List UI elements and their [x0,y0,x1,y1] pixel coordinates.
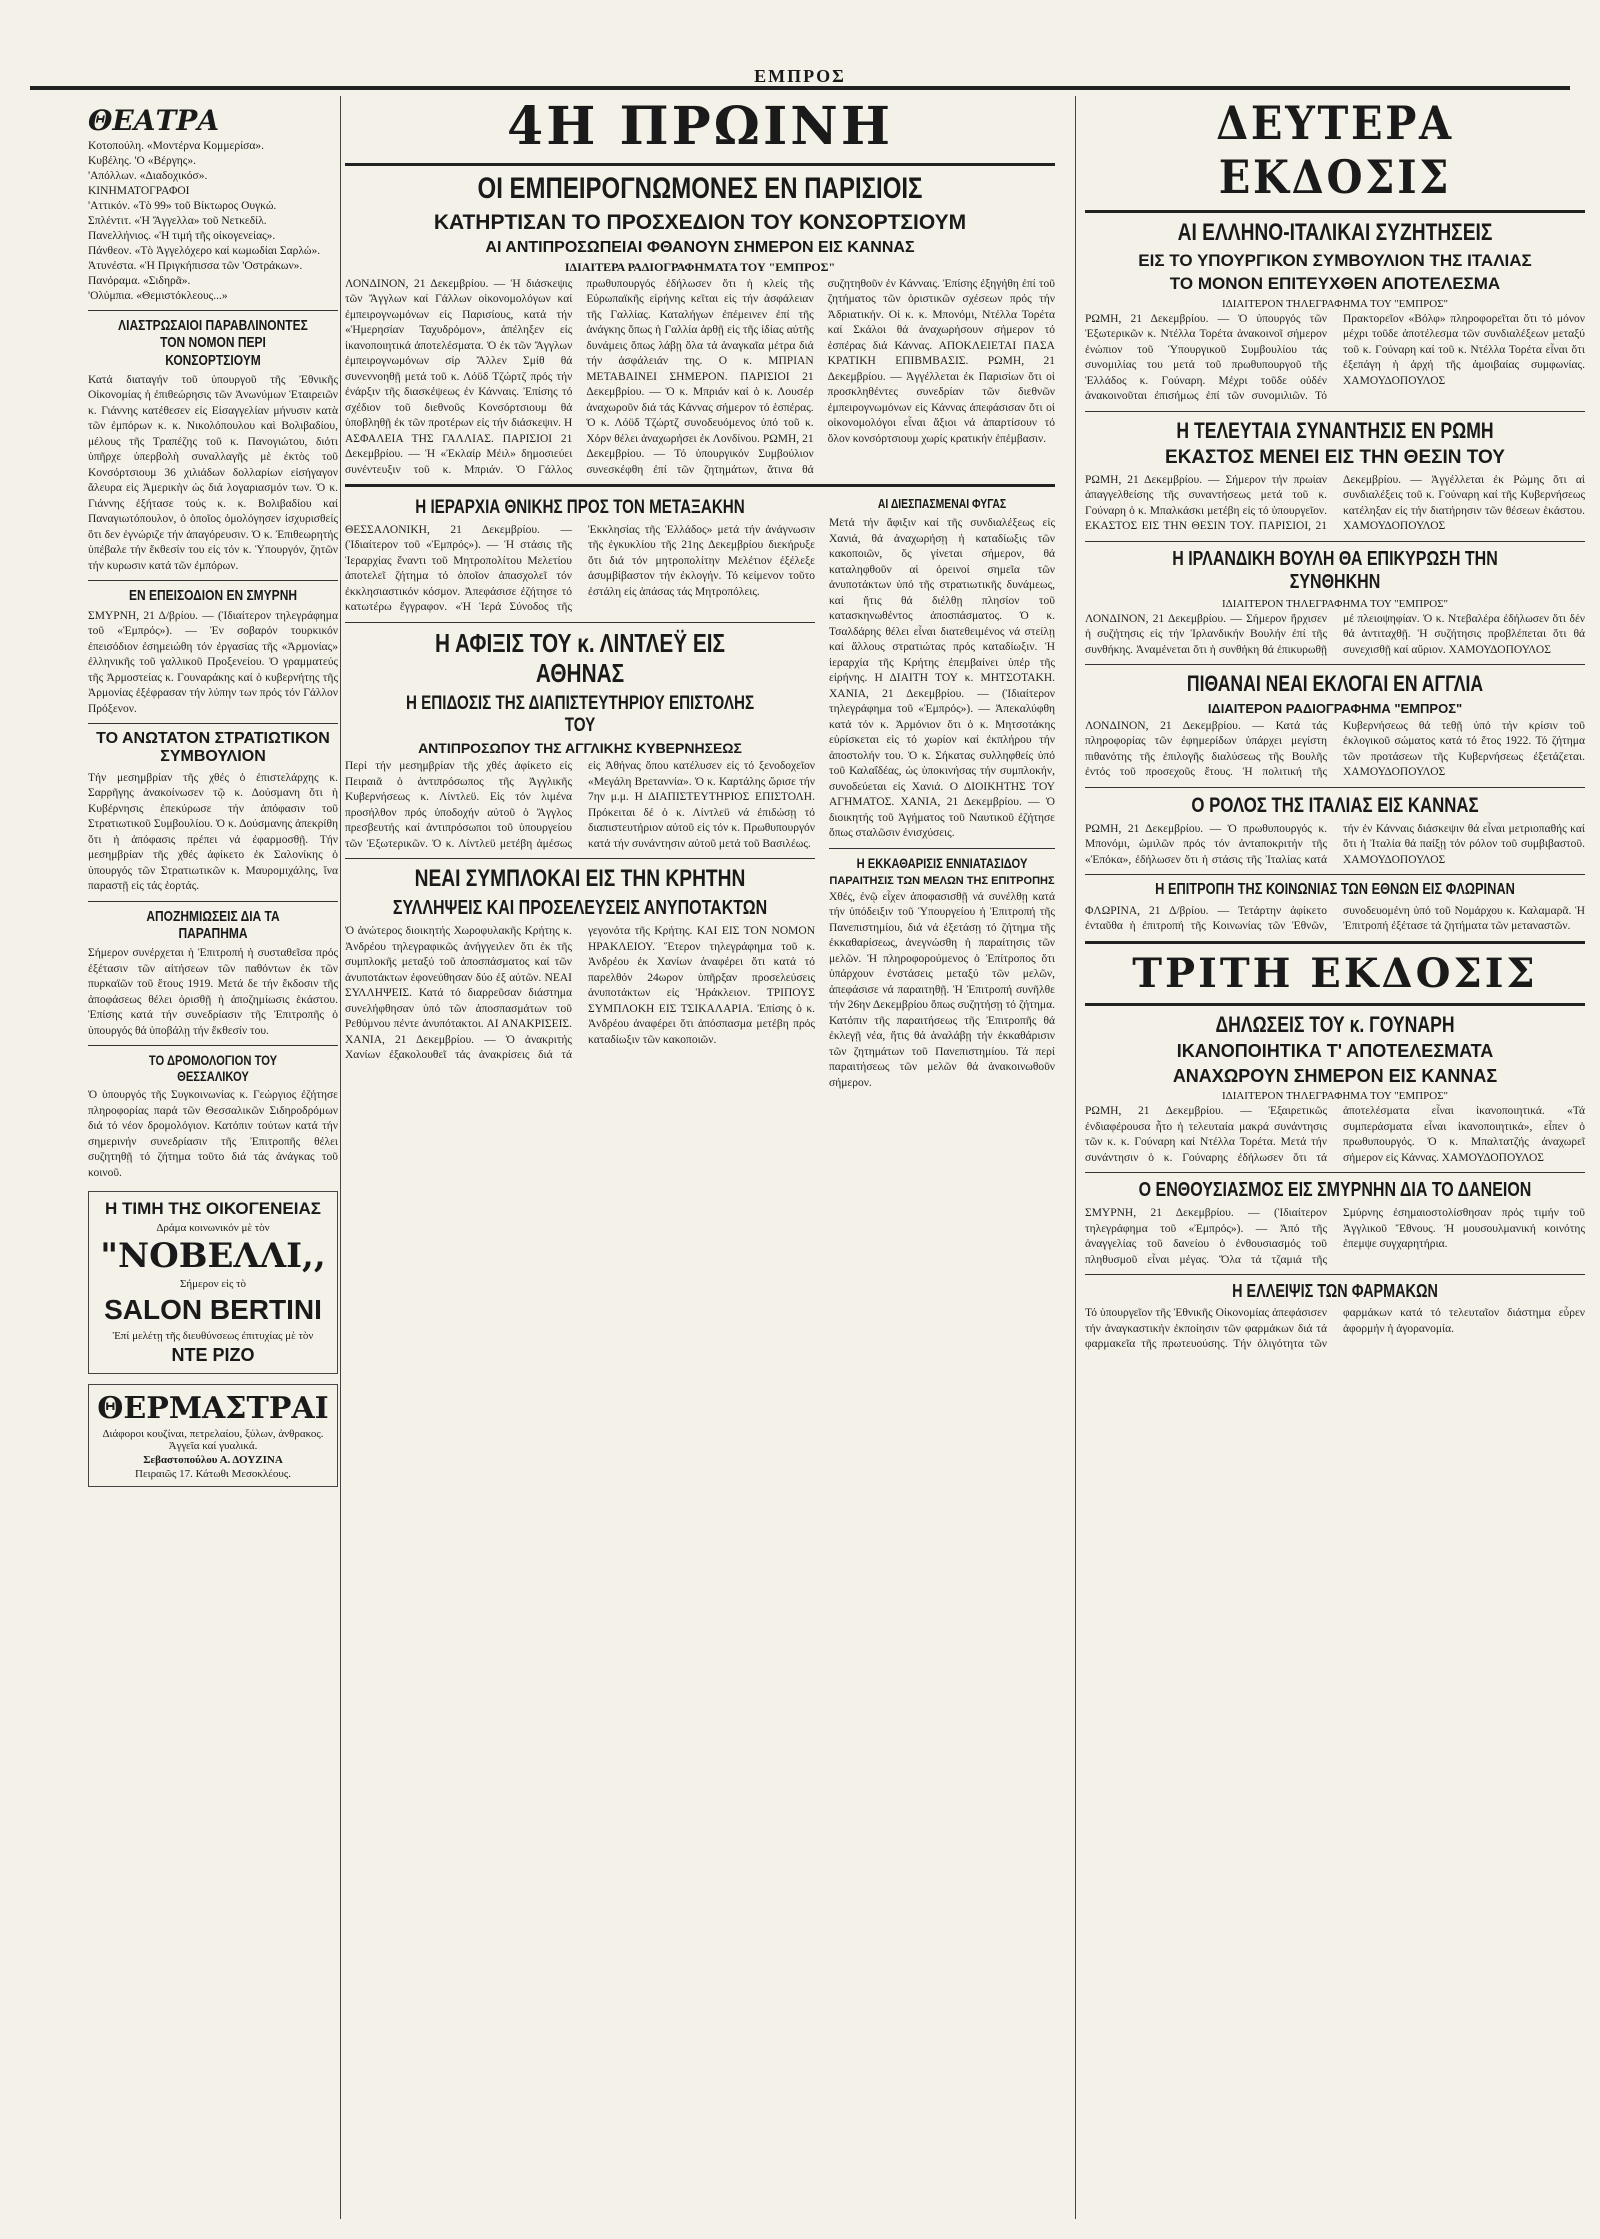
column-rule-1 [340,96,341,2219]
divider [1085,941,1585,944]
article-credit: ΙΔΙΑΙΤΕΡΟΝ ΤΗΛΕΓΡΑΦΗΜΑ ΤΟΥ "ΕΜΠΡΟΣ" [1221,597,1449,610]
article-body: Ὁ ἀνώτερος διοικητής Χωροφυλακῆς Κρήτης κ. Ἀνδρέου τηλεγραφικῶς ἀνήγγειλεν ὅτι ἐκ τῆς συμπλοκῆς μεταξύ τοῦ ἀποσπάσματος καί τῶν ἀνυποτάκτων ἐφονεύθησαν δύο ἐξ αὐτῶν. ΝΕΑΙ ΣΥΛΛΗΨΕΙΣ. Κατά τό διαρρεῦσαν διάστημα συνελήφθησαν ὑπό τῶν ἀποσπασμάτων τοῦ Ρεθύμνου πέντε ἀνυπότακτοι. ΑΙ ΑΝΑΚΡΙΣΕΙΣ. ΧΑΝΙΑ, 21 Δεκεμβρίου. — Ὁ ἀνακριτής Χανίων ἐξακολουθεῖ τάς ἀνακρίσεις διά τά γεγονότα τῆς Κρήτης. ΚΑΙ ΕΙΣ ΤΟΝ ΝΟΜΟΝ ΗΡΑΚΛΕΙΟΥ. Ἕτερον τηλεγράφημα τοῦ κ. Ἀνδρέου ἐκ Χανίων ἀναφέρει ὅτι κατά τό παρελθόν 24ωρον ὑπῆρξαν προσελεύσεις ἀνυποτάκτων εἰς Ἡράκλειον. ΤΡΙΠΟΥΣ ΣΥΜΠΛΟΚΗ ΕΙΣ ΤΣΙΚΑΛΑΡΙΑ. Ἐπίσης ὁ κ. Ἀνδρέου ἀναφέρει ὅτι ἀπόσπασμα μετέβη πρός καταδίωξιν τῶν κακοποιῶν. [345,925,815,1062]
divider [1085,1172,1585,1173]
article-headline: Η ΤΕΛΕΥΤΑΙΑ ΣΥΝΑΝΤΗΣΙΣ ΕΝ ΡΩΜΗ [1176,417,1494,443]
article-subheadline: ΣΥΛΛΗΨΕΙΣ ΚΑΙ ΠΡΟΣΕΛΕΥΣΕΙΣ ΑΝΥΠΟΤΑΚΤΩΝ [392,897,768,920]
article [345,497,815,616]
article-headline: Η ΙΕΡΑΡΧΙΑ ΘΝΙΚΗΣ ΠΡΟΣ ΤΟΝ ΜΕΤΑΞΑΚΗΝ [415,497,745,519]
divider [1085,541,1585,542]
article-headline: ΕΝ ΕΠΕΙΣΟΔΙΟΝ ΕΝ ΣΜΥΡΝΗ [128,587,298,605]
article-headline: ΑΠΟΖΗΜΙΩΣΕΙΣ ΔΙΑ ΤΑ ΠΑΡΑΠΗΜΑ [146,907,280,943]
divider [1085,664,1585,665]
divider [1085,1274,1585,1275]
article [88,317,338,574]
divider [1085,210,1585,213]
middle-lower-left [345,493,815,1093]
listing-item: 'Αττικόν. «Τὸ 99» τοῦ Βίκτωρος Ουγκώ. [88,200,277,212]
article-credit: ΙΔΙΑΙΤΕΡΟΝ ΤΗΛΕΓΡΑΦΗΜΑ ΤΟΥ "ΕΜΠΡΟΣ" [1221,297,1449,310]
article-body: ΣΜΥΡΝΗ, 21 Δεκεμβρίου. — (Ἰδιαίτερον τηλεγράφημα τοῦ «Ἐμπρός»). — Ἀπό τῆς ἀναγγελίας τοῦ δανείου ὁ ἐνθουσιασμός τοῦ πληθυσμοῦ εἶναι μέγας. Ὅλα τά τζαμιά τῆς Σμύρνης ἐσημαιοστολίσθησαν πρός τιμήν τοῦ Ἀγγλικοῦ Ἔθνους. Ἡ μουσουλμανική κοινότης ἐπεμψε συγχαρητήρια. [1085,1207,1585,1266]
article [88,1052,338,1181]
edition-banner: 4Η ΠΡΩΙΝΗ [507,96,893,157]
listing-item: 'Απόλλων. «Διαδοχικόσ». [88,170,208,182]
lead-credit: ΙΔΙΑΙΤΕΡΑ ΡΑΔΙΟΓΡΑΦΗΜΑΤΑ ΤΟΥ "ΕΜΠΡΟΣ" [564,259,836,274]
article-headline: ΑΙ ΔΙΕΣΠΑΣΜΕΝΑΙ ΦΥΓΑΣ [877,496,1007,512]
article-headline: ΤΟ ΔΡΟΜΟΛΟΓΙΟΝ ΤΟΥ ΘΕΣΣΑΛΙΚΟΥ [148,1052,278,1085]
heater-advertisement [88,1384,338,1487]
listing-item: ΚΙΝΗΜΑΤΟΓΡΑΦΟΙ [88,185,190,197]
article-headline: Η ΕΚΚΑΘΑΡΙΣΙΣ ΕΝΝΙΑΤΑΣΙΔΟΥ [856,854,1028,871]
middle-lower-grid [345,493,1055,1093]
divider [1085,787,1585,788]
article-headline: ΛΙΑΣΤΡΩΣΑΙΟΙ ΠΑΡΑΒΛΙΝΟΝΤΕΣ ΤΟΝ ΝΟΜΟΝ ΠΕΡΙ ΚΟΝΣΟΡΤΣΙΟΥΜ [118,317,308,369]
article [1085,671,1585,780]
article-headline: Η ΕΛΛΕΙΨΙΣ ΤΩΝ ΦΑΡΜΑΚΩΝ [1232,1281,1438,1302]
article [1085,548,1585,659]
article-headline: Ο ΕΝΘΟΥΣΙΑΣΜΟΣ ΕΙΣ ΣΜΥΡΝΗΝ ΔΙΑ ΤΟ ΔΑΝΕΙΟΝ [1138,1179,1532,1202]
article-headline: Η ΙΡΛΑΝΔΙΚΗ ΒΟΥΛΗ ΘΑ ΕΠΙΚΥΡΩΣΗ ΤΗΝ ΣΥΝΘΗΚΗΝ [1172,547,1498,593]
divider [829,848,1055,849]
ad-line: Ἐπί μελέτῃ τῆς διευθύνσεως ἐπιτυχίας μὲ τὸν [112,1330,314,1343]
article-headline: ΤΟ ΑΝΩΤΑΤΟΝ ΣΤΡΑΤΙΩΤΙΚΟΝ ΣΥΜΒΟΥΛΙΟΝ [96,730,330,766]
article-subheadline: Η ΕΠΙΔΟΣΙΣ ΤΗΣ ΔΙΑΠΙΣΤΕΥΤΗΡΙΟΥ ΕΠΙΣΤΟΛΗΣ ΤΟΥ [405,692,755,736]
divider [88,723,338,724]
theatre-listings [88,139,338,304]
article-body: Τήν μεσημβρίαν τῆς χθές ὁ ἐπιστελάρχης κ. Σαρρῆγης ἀνακοίνωσεν τῷ κ. Δούσμανη ὅτι ἡ Κυβέρνησις ἐπεκύρωσε τήν ἀπόφασιν τοῦ Στρατιωτικοῦ Συμβουλίου. Ὁ κ. Δούσμανης ἀπεκρίθη ὅτι ἡ ἀπόφασις πρέπει νά ἐφαρμοσθῇ. Τήν μεσημβρίαν τῆς χθές ἀφίκετο ἐκ Σαλονίκης ὁ ὑπουργός τῶν Στρατιωτικῶν κ. Μαυρομιχάλης, ἵνα παραστῇ εἰς τάς ἑορτάς. [88,771,338,893]
ad-star-name: "ΝΟΒΕΛΛΙ,, [100,1236,326,1277]
article [345,865,815,1063]
article-body: ΣΜΥΡΝΗ, 21 Δ/βρίου. — (Ἰδιαίτερον τηλεγράφημα τοῦ «Ἐμπρός»). — Ἐν σοβαρόν τουρκικόν ἐπεισόδιον ἐσημειώθη τόν ἐργασίας τῆς «Ἀρμονίας» ἐλληνικῆς τοῦ γαλλικοῦ Προξενείου. Ὁ γραμματεύς τῆς Ἀρμοστείας κ. Γουναράκης καί ὁ κυβερνήτης τῆς Ἀρμονίας ἐξέφρασαν τήν λύπην των πρός τόν Γάλλον Πρόξενον. [88,609,338,715]
article-body: Σήμερον συνέρχεται ἡ Ἐπιτροπή ἡ συσταθεῖσα πρός ἐξέτασιν τῶν αἰτήσεων τῶν παθόντων ἐκ τῶν πυρκαϊῶν τοῦ ἔτους 1919. Μετά δε τήν ἔκδοσιν τῆς ἀποφάσεως θέλει ὁρισθῇ ἡ ἀποζημίωσις ἑκάστου. Ἐπίσης κατά τήν συνεδρίασιν τῆς Ἐπιτροπῆς ὁ ὑπουργός θά ὑποβάλῃ τήν ἔκθεσίν του. [88,947,338,1037]
listing-item: Πανόραμα. «Σιδηρᾶ». [88,275,191,287]
ad-line: Διάφοροι κουζίναι, πετρελαίου, ξύλων, ἀνθρακος. Ἀγγεῖα καί γυαλικά. [102,1428,324,1453]
third-edition-banner: ΤΡΙΤΗ ΕΚΔΟΣΙΣ [1132,949,1538,997]
divider [88,1045,338,1046]
divider [88,580,338,581]
masthead [0,66,1600,87]
theatre-heading: ΘΕΑΤΡΑ [88,104,220,137]
article-subheadline: ΠΑΡΑΙΤΗΣΙΣ ΤΩΝ ΜΕΛΩΝ ΤΗΣ ΕΠΙΤΡΟΠΗΣ [829,874,1055,887]
article [1085,418,1585,535]
article-body: ΡΩΜΗ, 21 Δεκεμβρίου. — Ἐξαιρετικῶς ἐνδιαφέρουσα ἦτο ἡ τελευταία μακρά συνάντησις τῶν κ. κ. Γούναρη καί Ντέλλα Τορέτα. Μετά τήν συνάντησιν ὁ κ. Γούναρης ἐδήλωσεν ὅτι τά ἀποτελέσματα εἶναι ἱκανοποιητικά. «Τά συμπεράσματα εἶναι ἱκανοποιητικά», εἶπεν ὁ πρωθυπουργός. Ὁ κ. Μπαλτατζής ἀναχωρεῖ σήμερον εἰς Κάννας. ΧΑΜΟΥΔΟΠΟΥΛΟΣ [1085,1105,1585,1164]
listing-item: Κοτοπούλη. «Μοντέρνα Κομμερίσα». [88,140,265,152]
listing-item: Ἀτυνέστα. «Ἡ Πριγκήπισσα τῶν 'Οστράκων». [88,260,303,272]
article [88,587,338,717]
divider [88,901,338,902]
listing-item: Πάνθεον. «Τὸ Ἀγγελόχερο καί κωμωδίαι Σαρλώ». [88,245,321,257]
middle-column [345,96,1055,2219]
listing-item: Σπλέντιτ. «Ἡ Ἄγγελλα» τοῦ Νετκεδίλ. [88,215,267,227]
divider [345,622,815,623]
lead-article [345,172,1055,478]
article-headline: Ο ΡΟΛΟΣ ΤΗΣ ΙΤΑΛΙΑΣ ΕΙΣ ΚΑΝΝΑΣ [1191,793,1479,817]
second-edition-banner: ΔΕΥΤΕΡΑ ΕΚΔΟΣΙΣ [1216,96,1454,204]
lead-headline: ΟΙ ΕΜΠΕΙΡΟΓΝΩΜΟΝΕΣ ΕΝ ΠΑΡΙΣΙΟΙΣ [477,172,923,205]
listing-item: Πανελλήνιος. «Ἡ τιμή τῆς οἰκογενείας». [88,230,276,242]
listing-item: 'Ολύμπια. «Θεμιστόκλεους...» [88,290,228,302]
divider [88,310,338,311]
article-subheadline: ΕΙΣ ΤΟ ΥΠΟΥΡΓΙΚΟΝ ΣΥΜΒΟΥΛΙΟΝ ΤΗΣ ΙΤΑΛΙΑΣ [1138,250,1532,270]
article [1085,794,1585,869]
article-body: ΡΩΜΗ, 21 Δεκεμβρίου. — Ὁ ὑπουργός τῶν Ἐξωτερικῶν κ. Ντέλλα Τορέτα ἀνακοινοῖ σήμερον ἐνώπιον τοῦ Ὑπουργικοῦ Συμβουλίου τάς συνομιλίας του μετά τοῦ πρωθυπουργοῦ τῆς Ἑλλάδος κ. Γούναρη. Μέχρι τοῦδε οὐδέν ἀνακοινοῦται ἐπισήμως ἐπί τῶν συνομιλιῶν. Τό Πρακτορεῖον «Βόλφ» πληροφορεῖται ὅτι τό μόνον μέχρι τοῦδε ἀποτέλεσμα τῶν συνδιαλέξεων μεταξύ τοῦ κ. Γούναρη καί τοῦ κ. Ντέλλα Τορέτα εἶναι ὅτι ἐξεπάγη ἡ ἀρχή τῆς ἀμοιβαίας συμφωνίας. ΧΑΜΟΥΔΟΠΟΥΛΟΣ [1085,312,1585,403]
article-body: ΡΩΜΗ, 21 Δεκεμβρίου. — Ὁ πρωθυπουργός κ. Μπονόμι, ὡμιλῶν πρός τόν ἀνταποκριτήν τῆς «Ἐπόκα», ἐδήλωσεν ὅτι ἡ στάσις τῆς Ἰταλίας κατά τήν ἐν Κάνναις διάσκεψιν θά εἶναι μετριοπαθής καί ὅτι ἡ Ἰταλία θά παίξῃ τόν ρόλον τοῦ συμβιβαστοῦ. ΧΑΜΟΥΔΟΠΟΥΛΟΣ [1085,822,1585,866]
divider [1085,411,1585,412]
article [1085,1012,1585,1167]
article-body: ΦΛΩΡΙΝΑ, 21 Δ/βρίου. — Τετάρτην ἀφίκετο ἐνταῦθα ἡ ἐπιτροπή τῆς Κοινωνίας τῶν Ἐθνῶν, συνοδευομένη ὑπό τοῦ Νομάρχου κ. Καλαμαρᾶ. Ἡ Ἐπιτροπή ἐξέτασε τά ζητήματα τῶν μεταναστῶν. [1085,904,1585,933]
left-column [88,96,338,2219]
ad-line: Δράμα κοινωνικόν μὲ τὸν [156,1222,270,1235]
article-subheadline: ΤΟ ΜΟΝΟΝ ΕΠΙΤΕΥΧΘΕΝ ΑΠΟΤΕΛΕΣΜΑ [1169,274,1501,294]
article-headline: ΔΗΛΩΣΕΙΣ ΤΟΥ κ. ΓΟΥΝΑΡΗ [1215,1011,1455,1037]
ad-line: ΝΤΕ ΡΙΖΟ [171,1345,255,1366]
article [1085,219,1585,405]
divider [1085,874,1585,875]
article [345,629,815,852]
article [1085,1281,1585,1352]
article [829,497,1055,841]
ad-line: Σήμερον εἰς τὸ [180,1278,246,1291]
article-headline: ΑΙ ΕΛΛΗΝΟ-ΙΤΑΛΙΚΑΙ ΣΥΖΗΤΗΣΕΙΣ [1177,219,1493,246]
article-credit: ΙΔΙΑΙΤΕΡΟΝ ΡΑΔΙΟΓΡΑΦΗΜΑ "ΕΜΠΡΟΣ" [1207,700,1463,716]
article-subheadline: ΑΝΤΙΠΡΟΣΩΠΟΥ ΤΗΣ ΑΓΓΛΙΚΗΣ ΚΥΒΕΡΝΗΣΕΩΣ [418,740,742,757]
right-column [1085,96,1585,2219]
divider [1085,1003,1585,1006]
listing-item: Κυβέλης. 'Ο «Βέργης». [88,155,196,167]
masthead-title: ΕΜΠΡΟΣ [740,66,860,86]
article-body: ΘΕΣΣΑΛΟΝΙΚΗ, 21 Δεκεμβρίου. — (Ἰδιαίτερον τοῦ «Ἐμπρός»). — Ἡ στάσις τῆς Ἱεραρχίας ἔναντι τοῦ Μητροπολίτου Μελετίου ἀποτελεῖ ζήτημα τό ὁποῖον ἀπασχολεῖ τόν ἐκκλησιαστικόν κόσμον. Ἀπεφάσισε ἐζήτησε τό κατωτέρω ἔγγραφον. «Ἡ Ἱερά Σύνοδος τῆς Ἐκκλησίας τῆς Ἑλλάδος» μετά τήν ἀνάγνωσιν τῆς ἐγκυκλίου τῆς 21ης Δεκεμβρίου διεκήρυξε ὅτι διά τόν μητροπολίτην Μελέτιον ἐξέλεξε ἀσυμβίβαστον τήν ἐκλογήν. Τό κείμενον τοῦτο ἐστάλη εἰς ἁπάσας τάς Μητροπόλεις. [345,523,815,614]
article [1085,1179,1585,1268]
divider [345,858,815,859]
lead-subheadline: ΚΑΤΗΡΤΙΣΑΝ ΤΟ ΠΡΟΣΧΕΔΙΟΝ ΤΟΥ ΚΟΝΣΟΡΤΣΙΟΥΜ [433,210,967,234]
article-body: Τό ὑπουργεῖον τῆς Ἐθνικῆς Οἰκονομίας ἀπεφάσισεν τήν ἀναγκαστικήν ἐκποίησιν τῶν φαρμάκων διά τά φαρμακεῖα τῆς πρωτευούσης. Τήν ὀλιγότητα τῶν φαρμάκων κατά τό τελευταῖον διάστημα εὗρεν ἀφορμήν ἡ ἀγορανομία. [1085,1307,1585,1351]
ad-line: Σεβαστοπούλου Α. ΔΟΥΖΙΝΑ [143,1454,283,1467]
article-body: Κατά διαταγήν τοῦ ὑπουργοῦ τῆς Ἐθνικῆς Οἰκονομίας ἡ ἐπιθεώρησις τῶν Ἀνωνύμων Ἑταιρειῶν κ. Γιάννης κατέθεσεν εἰς Εἰσαγγελίαν μήνυσιν κατὰ τῶν ἐμπόρων κ. κ. Νικολόπουλου καὶ Βολιβαδίου, μέλους τῆς Τραπέζης τοῦ κ. Πανογιώτου, διότι ὑπῆρχε ὑπερβολὴ συναλλαγῆς μὲ ἐκτὸς τοῦ Κονσόρτσιουμ 36 χιλιάδων δολλαρίων εἰσήγαγον ἄλευρα εἰς Ἀμερικὴν ὡς διά λογαριασμόν των. Ὁ κ. Γιάννης ἐξήτασε τούς κ. κ. Βολιβαδίου καί Παναγιωτόπουλον, ὁ ὁποῖος ὁμολόγησεν ἰσχυρισθείς ὅτι δεν ἐγνώριζε τήν ἀπαγόρευσιν. Ὁ κ. Ἐπιθεωρητής ὑπέβαλε τήν ἔκθεσίν του εἰς τόν κ. Ὑπουργόν, ζητῶν τήν κυρωσιν κατά τῶν ἐμπόρων. [88,373,338,572]
article-headline: Η ΕΠΙΤΡΟΠΗ ΤΗΣ ΚΟΙΝΩΝΙΑΣ ΤΩΝ ΕΘΝΩΝ ΕΙΣ ΦΛΩΡΙΝΑΝ [1155,881,1515,899]
article-subheadline: ΑΝΑΧΩΡΟΥΝ ΣΗΜΕΡΟΝ ΕΙΣ ΚΑΝΝΑΣ [1172,1065,1498,1086]
article-body: Χθές, ἐνῷ εἶχεν ἀποφασισθῇ νά συνέλθῃ κατά τήν ὑπόδειξιν τοῦ Ὑπουργείου ἡ Ἐπιτροπή τῆς Πανεπιστημίου, διά νά ἐξετάσῃ τό ζήτημα τῆς ἐκκαθαρίσεως, ἀνεγνώσθη ἡ παραίτησις τῶν μελῶν. Ἡ πληροφορούμενος ὁ Ἐπίτροπος ὅτι ὑπάρχουν ἐνστάσεις μεταξύ τῶν μελῶν, ἀπεφάσισε νά παραιτηθῇ. Ἡ Ἐπιτροπή συνῆλθε τήν 26ην Δεκεμβρίου ὅπως συζητήσῃ τό ζήτημα. Κατόπιν τῆς παραιτήσεως τῆς Ἐπιτροπῆς θά ἐκλεγῇ νέα, ἥτις θά ἀναλάβῃ τήν ἐκκαθάρισιν τῶν ζητημάτων τοῦ Πανεπιστημίου. Τά περί παραιτήσεως τῶν μελῶν θά ἀνακοινωθοῦν σήμερον. [829,890,1055,1089]
article-body: ΡΩΜΗ, 21 Δεκεμβρίου. — Σήμερον τήν πρωίαν ἀπαγγελθείσης τῆς συναντήσεως μετά τοῦ κ. Γούναρη ὁ κ. Μπαλκάσκι μετέβη εἰς τό ὑπουργεῖον. ΕΚΑΣΤΟΣ ΕΙΣ ΤΗΝ ΘΕΣΙΝ ΤΟΥ. ΠΑΡΙΣΙΟΙ, 21 Δεκεμβρίου. — Ἀγγέλλεται ἐκ Ρώμης ὅτι αἱ συνδιαλέξεις τοῦ κ. Γούναρη καί τῆς Κυβερνήσεως κατέληξαν εἰς τήν διατήρησιν τῶν θέσεων ἑκάστου. ΧΑΜΟΥΔΟΠΟΥΛΟΣ [1085,473,1585,533]
lead-body: ΛΟΝΔΙΝΟΝ, 21 Δεκεμβρίου. — Ἡ διάσκεψις τῶν Ἄγγλων καί Γάλλων οἰκονομολόγων καί ἐμπειρογνωμόνων εἰς Παρισίους, κατά τήν «Ἡμερησίαν Ταχυδρόμον», ἀπέληξεν εἰς ἱκανοποιητικά ἀποτελέσματα. Ὁ ἐκ τῶν Ἄγγλων ἐμπειρογνωμόνων σίρ Ἄλλεν Σμίθ θά συνεννοηθῇ μετά τοῦ κ. Λόϋδ Τζώρτζ πρός τήν ἐνάρξιν τῆς διασκέψεως ἐν Κάνναις. Ἐπίσης τό σχέδιον τοῦ διεθνοῦς Κονσόρτσιουμ θά ὑποβληθῇ ἐκ τῶν προτέρων εἰς τήν διάσκεψιν. Η ΑΣΦΑΛΕΙΑ ΤΗΣ ΓΑΛΛΙΑΣ. ΠΑΡΙΣΙΟΙ 21 Δεκεμβρίου. — Ἡ «Ἐκλαίρ Μέιλ» δημοσιεύει συνέντευξιν τοῦ κ. Μπριάν. Ὁ Γάλλος πρωθυπουργός ἐδήλωσεν ὅτι ἡ κλείς τῆς Εὐρωπαϊκῆς εἰρήνης κεῖται εἰς τήν ἀσφάλειαν τῆς Γαλλίας. Καταλήγων ἐπέμεινεν ἐπί τῆς ἀνάγκης ὅπως ἡ Γαλλία ἀρθῇ εἰς τῆς ἰδίας αὐτῆς δυνάμεις ὅπως λάβῃ ὅλα τά ἀναγκαῖα μέτρα διά τήν ἀσφάλειάν της. Ο κ. ΜΠΡΙΑΝ ΜΕΤΑΒΑΙΝΕΙ ΣΗΜΕΡΟΝ. ΠΑΡΙΣΙΟΙ 21 Δεκεμβρίου. — Ὁ κ. Μπριάν καί ὁ κ. Λουσέρ ἀναχωροῦν διά τάς Κάννας σήμερον τό ἑσπέρας. Ὁ κ. Λόϋδ Τζώρτζ συνοδευόμενος ὑπό τοῦ κ. Χόρν θέλει ἀναχωρήσει ἐκ Λονδίνου. ΡΩΜΗ, 21 Δεκεμβρίου. — Τό ὑπουργικόν Συμβούλιον συνεσκέφθη ἐπί τῶν ζητημάτων, ἅτινα θά συζητηθοῦν ἐν Κάνναις. Ἐπίσης ἐξηγήθη ἐπί τοῦ ζητήματος τῶν ὁριστικῶν σχέσεων πρός τήν Ἀδριατικήν. Οἱ κ. κ. Μπονόμι, Ντέλλα Τορέτα καί Σκάλοι θά ἀναχωρήσουν σήμερον τό ἑσπέρας διά Κάννας. ΑΠΟΚΛΕΙΕΤΑΙ ΠΑΣΑ ΚΡΑΤΙΚΗ ΕΠΙΒΜΒΑΣΙΣ. ΡΩΜΗ, 21 Δεκεμβρίου. — Ἀγγέλλεται ἐκ Παρισίων ὅτι οἱ προσκληθέντες συνεδρίαν τῶν διεθνῶν ἐμπειρογνωμόνων εἰς Κάννας ἀπεφάσισαν ὅτι οἱ οἰκονομολόγοι εἶναι ἄξιοι νά ἀπαρτίσουν τό ὅλον κονσόρτσιουμ χωρίς κρατικήν ἐπέμβασιν. [345,277,1055,476]
divider [345,163,1055,166]
article-body: Μετά τήν ἄφιξιν καί τῆς συνδιαλέξεως εἰς Χανιά, θά ἀναχωρήσῃ ἡ καταδίωξις τῶν κακοποιῶν, ὅς γίνεται σήμερον, θά καταληφθοῦν αἱ ὀρεινοί σημεῖα τῶν ἀνυποτάκτων ὑπό τῆς στρατιωτικῆς δυνάμεως, καί ἤτις θά διέλθῃ πλησίον τοῦ κατασκηνωθέντος ἀποσπάσματος. Ὁ κ. Τσαλδάρης θέλει εἶναι διατεθειμένος νά στείλῃ καί ἄλλους στρατιώτας πρός καταδίωξιν. Ἡ ἱεραρχία τῆς Κρήτης ἐπεμβαίνει ὑπέρ τῆς εἰρήνης. Η ΔΙΑΙΤΗ ΤΟΥ κ. ΜΗΤΣΟΤΑΚΗ. ΧΑΝΙΑ, 21 Δεκεμβρίου. — (Ἰδιαίτερον τηλεγράφημα τοῦ «Ἐμπρός»). — Ἀπεκαλύφθη κατά τόν κ. Ἀρμόνιον ὅτι ὁ κ. Μητσοτάκης εὑρίσκεται εἰς τό χωρίον καί ἐκπλήρου τήν ἀποστολήν του. Ὁ κ. Σήκατας συλληφθείς ὑπό τοῦ Καλαΐδέας, ὡς ὑποκινήσας τήν συμπλοκήν, συνοδεύεται εἰς Χανιά. Ο ΔΙΟΙΚΗΤΗΣ ΤΟΥ ΑΓΗΜΑΤΟΣ. ΧΑΝΙΑ, 21 Δεκεμβρίου. — Ὁ διοικητής τοῦ Ἀγήματος τοῦ Ναυτικοῦ ἐζήτησε ὅπως σταλῶσιν ἐνισχύσεις. [829,517,1055,840]
article [88,908,338,1040]
ad-venue: SALON BERTINI [104,1294,322,1326]
article-headline: Η ΑΦΙΞΙΣ ΤΟΥ κ. ΛΙΝΤΛΕΫ ΕΙΣ ΑΘΗΝΑΣ [434,627,726,688]
article-subheadline: ΕΚΑΣΤΟΣ ΜΕΝΕΙ ΕΙΣ ΤΗΝ ΘΕΣΙΝ ΤΟΥ [1165,446,1505,468]
article [829,855,1055,1092]
ad-line: Πειραιῶς 17. Κάτωθι Μεσοκλέους. [135,1468,291,1481]
article [88,730,338,895]
middle-lower-right [829,493,1055,1093]
article-body: Ὁ ὑπουργός τῆς Συγκοινωνίας κ. Γεώργιος ἐζήτησε πληροφορίας παρά τῶν Θεσσαλικῶν Σιδηροδρόμων διά τό νέον δρομολόγιον. Κατόπιν τούτων κατά τήν σημερινήν συνεδρίασιν τῆς Ἐπιτροπῆς θέλει συζητηθῇ τό ζήτημα τοῦτο διά τάς ἀνάγκας τοῦ κοινοῦ. [88,1089,338,1179]
article-body: Περί τήν μεσημβρίαν τῆς χθές ἀφίκετο εἰς Πειραιᾶ ὁ ἀντιπρόσωπος τῆς Ἀγγλικῆς Κυβερνήσεως κ. Λίντλεϋ. Εἰς τόν λιμένα προσήλθον πρός ὑποδοχήν αὐτοῦ ὁ Ἄγγλος πρεσβευτής καί ἀντιπρόσωποι τοῦ ὑπουργείου τῶν Ἐξωτερικῶν. Ὁ κ. Λίντλεϋ μετέβη ἀμέσως εἰς Ἀθήνας ὅπου κατέλυσεν εἰς τό ξενοδοχεῖον «Μεγάλη Βρεταννία». Ὁ κ. Καρτάλης ὥρισε τήν 7ην μ.μ. Η ΔΙΑΠΙΣΤΕΥΤΗΡΙΟΣ ΕΠΙΣΤΟΛΗ. Πρόκειται δέ ὁ κ. Λίντλεϋ νά ἐπιδώσῃ τό διαπιστευτήριον αὐτοῦ εἰς τόν κ. Πρωθυπουργόν κατά τήν συνάντησιν αὐτοῦ μετά τοῦ Βασιλέως. [345,760,815,850]
article [1085,881,1585,934]
article-credit: ΙΔΙΑΙΤΕΡΟΝ ΤΗΛΕΓΡΑΦΗΜΑ ΤΟΥ "ΕΜΠΡΟΣ" [1221,1090,1449,1103]
cinema-advertisement [88,1191,338,1374]
ad-title: ΘΕΡΜΑΣΤΡΑΙ [97,1391,329,1427]
column-rule-2 [1075,96,1076,2219]
lead-subheadline: ΑΙ ΑΝΤΙΠΡΟΣΩΠΕΙΑΙ ΦΘΑΝΟΥΝ ΣΗΜΕΡΟΝ ΕΙΣ ΚΑΝΝΑΣ [485,238,915,256]
divider [345,484,1055,487]
article-headline: ΝΕΑΙ ΣΥΜΠΛΟΚΑΙ ΕΙΣ ΤΗΝ ΚΡΗΤΗΝ [414,865,746,893]
article-subheadline: ΙΚΑΝΟΠΟΙΗΤΙΚΑ Τ' ΑΠΟΤΕΛΕΣΜΑΤΑ [1176,1040,1494,1061]
article-body: ΛΟΝΔΙΝΟΝ, 21 Δεκεμβρίου. — Κατά τάς πληροφορίας τῶν ἐφημερίδων ὑπάρχει μεγίστη πιθανότης τῆς ἐπιλογῆς διαλύσεως τῆς Βουλῆς ἐντός τοῦ προσεχοῦς ἔτους. Ἡ πολιτική τῆς Κυβερνήσεως θά τεθῇ ὑπό τήν κρίσιν τοῦ ἐκλογικοῦ σώματος κατά τό ἔτος 1922. Τό ζήτημα τῶν προτάσεων τῆς Κυβερνήσεως ἐξετάζεται. ΧΑΜΟΥΔΟΠΟΥΛΟΣ [1085,719,1585,779]
article-body: ΛΟΝΔΙΝΟΝ, 21 Δεκεμβρίου. — Σήμερον ἤρχισεν ἡ συζήτησις εἰς τήν Ἰρλανδικήν Βουλήν ἐπί τῆς συνθήκης. Ἀναμένεται ὅτι ἡ συνθήκη θά ἐπικυρωθῇ μέ πλειοψηφίαν. Ὁ κ. Ντεβαλέρα ἐδήλωσεν ὅτι δέν θά ἀντιταχθῇ. Ἡ συζήτησις προβλέπεται ὅτι θά συνεχισθῇ καί αὔριον. ΧΑΜΟΥΔΟΠΟΥΛΟΣ [1085,612,1585,656]
ad-line: Η ΤΙΜΗ ΤΗΣ ΟΙΚΟΓΕΝΕΙΑΣ [105,1199,321,1219]
article-headline: ΠΙΘΑΝΑΙ ΝΕΑΙ ΕΚΛΟΓΑΙ ΕΝ ΑΓΓΛΙΑ [1186,671,1484,697]
